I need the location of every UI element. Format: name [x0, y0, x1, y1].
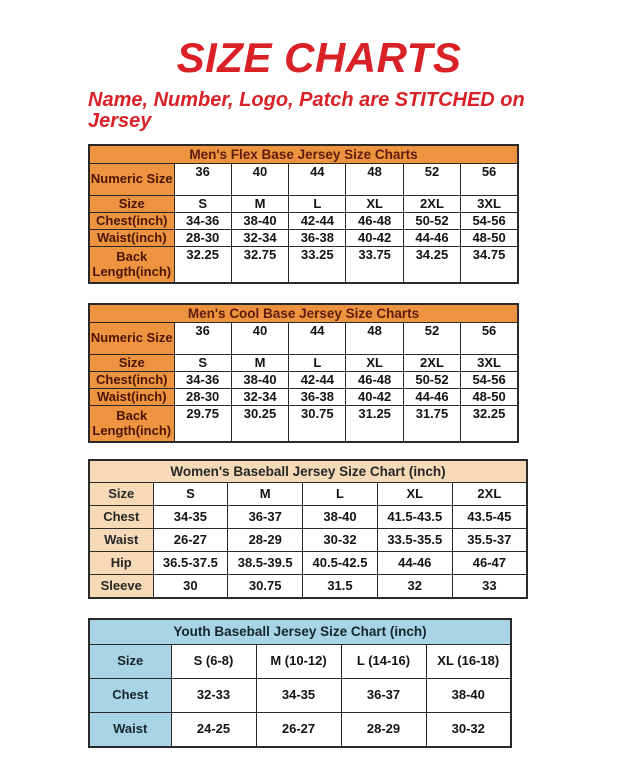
cell: 40-42 — [346, 389, 403, 406]
cell: 2XL — [403, 196, 460, 213]
row-label: Numeric Size — [89, 164, 174, 196]
table-title: Men's Cool Base Jersey Size Charts — [89, 304, 518, 323]
mens-flex-base-table — [88, 144, 519, 284]
cell: 33.5-35.5 — [377, 529, 452, 552]
cell: 44-46 — [403, 230, 460, 247]
row-label: Back Length(inch) — [89, 247, 174, 284]
cell: 31.5 — [303, 575, 378, 599]
table-row — [89, 164, 518, 196]
cell: M (10-12) — [256, 645, 341, 679]
cell: 34-35 — [153, 506, 228, 529]
row-label: Size — [89, 483, 153, 506]
youth-baseball-table — [88, 618, 512, 748]
cell: 46-47 — [452, 552, 527, 575]
cell: 56 — [461, 323, 518, 355]
cell: 36-37 — [228, 506, 303, 529]
cell: 29.75 — [174, 406, 231, 443]
cell: 24-25 — [171, 713, 256, 748]
row-label: Chest(inch) — [89, 213, 174, 230]
page-title: SIZE CHARTS — [176, 34, 462, 81]
cell: 38.5-39.5 — [228, 552, 303, 575]
cell: 33.25 — [289, 247, 346, 284]
cell: S (6-8) — [171, 645, 256, 679]
page-subtitle: Name, Number, Logo, Patch are STITCHED on Jersey — [88, 89, 525, 132]
cell: 41.5-43.5 — [377, 506, 452, 529]
cell: 40 — [231, 164, 288, 196]
table-row — [89, 372, 518, 389]
cell: 33 — [452, 575, 527, 599]
cell: 34-36 — [174, 372, 231, 389]
table-row — [89, 389, 518, 406]
cell: 30-32 — [303, 529, 378, 552]
cell: 28-29 — [228, 529, 303, 552]
cell: 32 — [377, 575, 452, 599]
cell: 52 — [403, 323, 460, 355]
cell: 2XL — [403, 355, 460, 372]
cell: M — [231, 355, 288, 372]
table-row — [89, 506, 527, 529]
cell: 34.25 — [403, 247, 460, 284]
cell: XL (16-18) — [426, 645, 511, 679]
cell: 44 — [289, 164, 346, 196]
table-title: Youth Baseball Jersey Size Chart (inch) — [89, 619, 511, 645]
cell: 2XL — [452, 483, 527, 506]
cell: 32-33 — [171, 679, 256, 713]
cell: L — [303, 483, 378, 506]
cell: 38-40 — [231, 372, 288, 389]
cell: 40 — [231, 323, 288, 355]
cell: 40-42 — [346, 230, 403, 247]
row-label: Chest(inch) — [89, 372, 174, 389]
table-row — [89, 645, 511, 679]
row-label: Waist(inch) — [89, 230, 174, 247]
cell: 46-48 — [346, 213, 403, 230]
table-row — [89, 304, 518, 323]
table-row — [89, 247, 518, 284]
cell: 50-52 — [403, 213, 460, 230]
cell: 34-35 — [256, 679, 341, 713]
cell: L — [289, 355, 346, 372]
cell: 42-44 — [289, 372, 346, 389]
cell: 3XL — [461, 355, 518, 372]
cell: 28-30 — [174, 389, 231, 406]
cell: 38-40 — [303, 506, 378, 529]
cell: 32.75 — [231, 247, 288, 284]
cell: 30.75 — [228, 575, 303, 599]
cell: 56 — [461, 164, 518, 196]
row-label: Sleeve — [89, 575, 153, 599]
cell: 28-30 — [174, 230, 231, 247]
cell: 36.5-37.5 — [153, 552, 228, 575]
cell: 30.25 — [231, 406, 288, 443]
cell: 26-27 — [153, 529, 228, 552]
cell: L (14-16) — [341, 645, 426, 679]
table-row — [89, 213, 518, 230]
cell: 42-44 — [289, 213, 346, 230]
row-label: Size — [89, 355, 174, 372]
cell: M — [231, 196, 288, 213]
cell: 32.25 — [461, 406, 518, 443]
cell: 36-37 — [341, 679, 426, 713]
cell: 31.75 — [403, 406, 460, 443]
row-label: Size — [89, 645, 171, 679]
row-label: Waist(inch) — [89, 389, 174, 406]
table-row — [89, 713, 511, 748]
row-label: Hip — [89, 552, 153, 575]
cell: 50-52 — [403, 372, 460, 389]
cell: 52 — [403, 164, 460, 196]
table-row — [89, 196, 518, 213]
table-row — [89, 355, 518, 372]
row-label: Chest — [89, 679, 171, 713]
table-row — [89, 230, 518, 247]
cell: S — [153, 483, 228, 506]
cell: 33.75 — [346, 247, 403, 284]
table-row — [89, 323, 518, 355]
row-label: Numeric Size — [89, 323, 174, 355]
cell: 34.75 — [461, 247, 518, 284]
cell: 28-29 — [341, 713, 426, 748]
cell: 32.25 — [174, 247, 231, 284]
cell: 34-36 — [174, 213, 231, 230]
cell: 32-34 — [231, 230, 288, 247]
cell: 48-50 — [461, 230, 518, 247]
cell: 31.25 — [346, 406, 403, 443]
table-row — [89, 529, 527, 552]
cell: 30-32 — [426, 713, 511, 748]
cell: 38-40 — [231, 213, 288, 230]
cell: 44 — [289, 323, 346, 355]
cell: 36 — [174, 164, 231, 196]
table-title: Women's Baseball Jersey Size Chart (inch) — [89, 460, 527, 483]
cell: 36-38 — [289, 389, 346, 406]
mens-cool-base-table — [88, 303, 519, 443]
row-label: Waist — [89, 713, 171, 748]
table-row — [89, 575, 527, 599]
cell: 43.5-45 — [452, 506, 527, 529]
table-row — [89, 460, 527, 483]
row-label: Chest — [89, 506, 153, 529]
row-label: Waist — [89, 529, 153, 552]
table-row — [89, 483, 527, 506]
row-label: Size — [89, 196, 174, 213]
table-row — [89, 406, 518, 443]
cell: S — [174, 355, 231, 372]
cell: 46-48 — [346, 372, 403, 389]
cell: XL — [346, 196, 403, 213]
womens-baseball-table — [88, 459, 528, 599]
cell: 32-34 — [231, 389, 288, 406]
cell: 48 — [346, 164, 403, 196]
cell: 38-40 — [426, 679, 511, 713]
cell: 36-38 — [289, 230, 346, 247]
cell: 30.75 — [289, 406, 346, 443]
cell: 36 — [174, 323, 231, 355]
cell: 54-56 — [461, 213, 518, 230]
table-title: Men's Flex Base Jersey Size Charts — [89, 145, 518, 164]
cell: 30 — [153, 575, 228, 599]
cell: 44-46 — [403, 389, 460, 406]
cell: 26-27 — [256, 713, 341, 748]
row-label: Back Length(inch) — [89, 406, 174, 443]
cell: XL — [346, 355, 403, 372]
cell: 48-50 — [461, 389, 518, 406]
cell: 35.5-37 — [452, 529, 527, 552]
cell: 44-46 — [377, 552, 452, 575]
table-row — [89, 619, 511, 645]
table-row — [89, 679, 511, 713]
table-row — [89, 145, 518, 164]
cell: M — [228, 483, 303, 506]
cell: XL — [377, 483, 452, 506]
cell: 54-56 — [461, 372, 518, 389]
table-row — [89, 552, 527, 575]
cell: 48 — [346, 323, 403, 355]
cell: S — [174, 196, 231, 213]
cell: 3XL — [461, 196, 518, 213]
cell: L — [289, 196, 346, 213]
cell: 40.5-42.5 — [303, 552, 378, 575]
